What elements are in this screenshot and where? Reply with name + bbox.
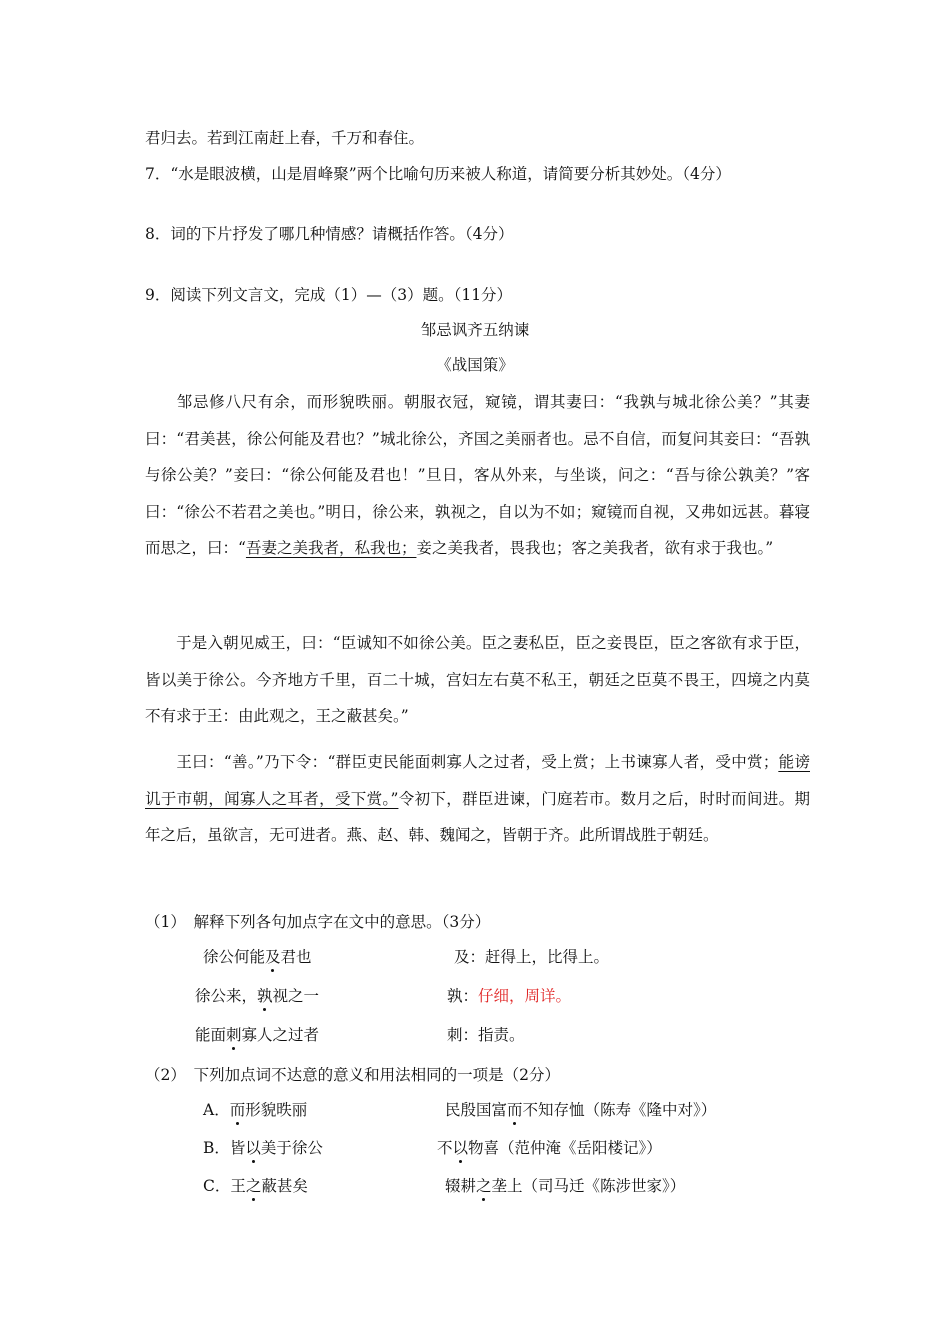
answer-red-text: 仔细，周详。: [478, 987, 572, 1005]
option-b-right: 不以物喜（范仲淹《岳阳楼记》）: [437, 1139, 662, 1157]
dotted-char: 而: [507, 1101, 523, 1119]
underlined-sentence: 能谤讥于市朝，闻寡人之耳者，受下赏。”: [145, 753, 810, 808]
question-7: 7．“水是眼波横，山是眉峰聚”两个比喻句历来被人称道，请简要分析其妙处。（4分）: [145, 165, 731, 183]
dotted-char: 之: [245, 1177, 262, 1195]
dotted-char: 以: [452, 1139, 469, 1157]
sub1-row-3-answer: 刺：指责。: [447, 1026, 525, 1044]
poem-last-line: 君归去。若到江南赶上春，千万和春住。: [145, 129, 425, 147]
option-c-right: 辍耕之垄上（司马迁《陈涉世家》）: [445, 1177, 686, 1195]
option-b-left: B．皆以美于徐公: [203, 1139, 323, 1157]
sub1-row-3-sentence: 能面刺寡人之过者: [195, 1026, 320, 1044]
underlined-sentence: 吾妻之美我者，私我也；: [245, 539, 417, 557]
passage-paragraph-2: 于是入朝见威王，曰：“臣诚知不如徐公美。臣之妻私臣，臣之妾畏臣，臣之客欲有求于臣，皆以美于徐公。今齐地方千里，百二十城，宫妇左右莫不私王，朝廷之臣莫不畏王，四境之内莫不有求于王：由此观之，王之蔽甚矣。”: [145, 634, 810, 725]
dotted-char: 以: [245, 1139, 261, 1157]
subquestion-1-header: （1） 解释下列各句加点字在文中的意思。（3分）: [145, 913, 491, 931]
sub1-row-1-answer: 及：赶得上，比得上。: [454, 948, 610, 966]
question-9: 9．阅读下列文言文，完成（1）—（3）题。（11分）: [145, 286, 513, 304]
passage-paragraph-1: 邹忌修八尺有余，而形貌昳丽。朝服衣冠，窥镜，谓其妻曰：“我孰与城北徐公美？”其妻曰：“君美甚，徐公何能及君也？”城北徐公，齐国之美丽者也。忌不自信，而复问其妾曰：“吾孰与徐公美？”妾曰：“徐公何能及君也！”旦日，客从外来，与坐谈，问之：“吾与徐公孰美？”客曰：“徐公不若君之美也。”明日，徐公来，孰视之，自以为不如；窥镜而自视，又弗如远甚。暮寝而思之，曰：“吾妻之美我者，私我也；妾之美我者，畏我也；客之美我者，欲有求于我也。”: [145, 393, 810, 557]
option-a-right: 民殷国富而不知存恤（陈寿《隆中对》）: [445, 1101, 717, 1119]
dotted-char: 及: [265, 948, 281, 966]
passage-title: 邹忌讽齐五纳谏: [420, 321, 530, 339]
dotted-char: 而: [229, 1101, 246, 1119]
subquestion-2-header: （2） 下列加点词不达意的意义和用法相同的一项是（2分）: [145, 1066, 560, 1084]
option-a-left: A．而形貌昳丽: [203, 1101, 308, 1119]
sub1-row-2-answer: 孰：仔细，周详。: [447, 987, 572, 1005]
sub1-row-1-sentence: 徐公何能及君也: [203, 948, 312, 966]
question-8: 8．词的下片抒发了哪几种情感？请概括作答。（4分）: [145, 225, 514, 243]
passage-paragraph-3: 王曰：“善。”乃下令：“群臣吏民能面刺寡人之过者，受上赏；上书谏寡人者，受中赏；能谤讥于市朝，闻寡人之耳者，受下赏。”令初下，群臣进谏，门庭若市。数月之后，时时而间进。期年之后，虽欲言，无可进者。燕、赵、韩、魏闻之，皆朝于齐。此所谓战胜于朝廷。: [145, 753, 810, 844]
sub1-row-2-sentence: 徐公来，孰视之一: [195, 987, 320, 1005]
option-c-left: C．王之蔽甚矣: [203, 1177, 308, 1195]
dotted-char: 刺: [226, 1026, 242, 1044]
dotted-char: 之: [476, 1177, 492, 1195]
passage-source: 《战国策》: [436, 356, 514, 374]
dotted-char: 孰: [257, 987, 273, 1005]
